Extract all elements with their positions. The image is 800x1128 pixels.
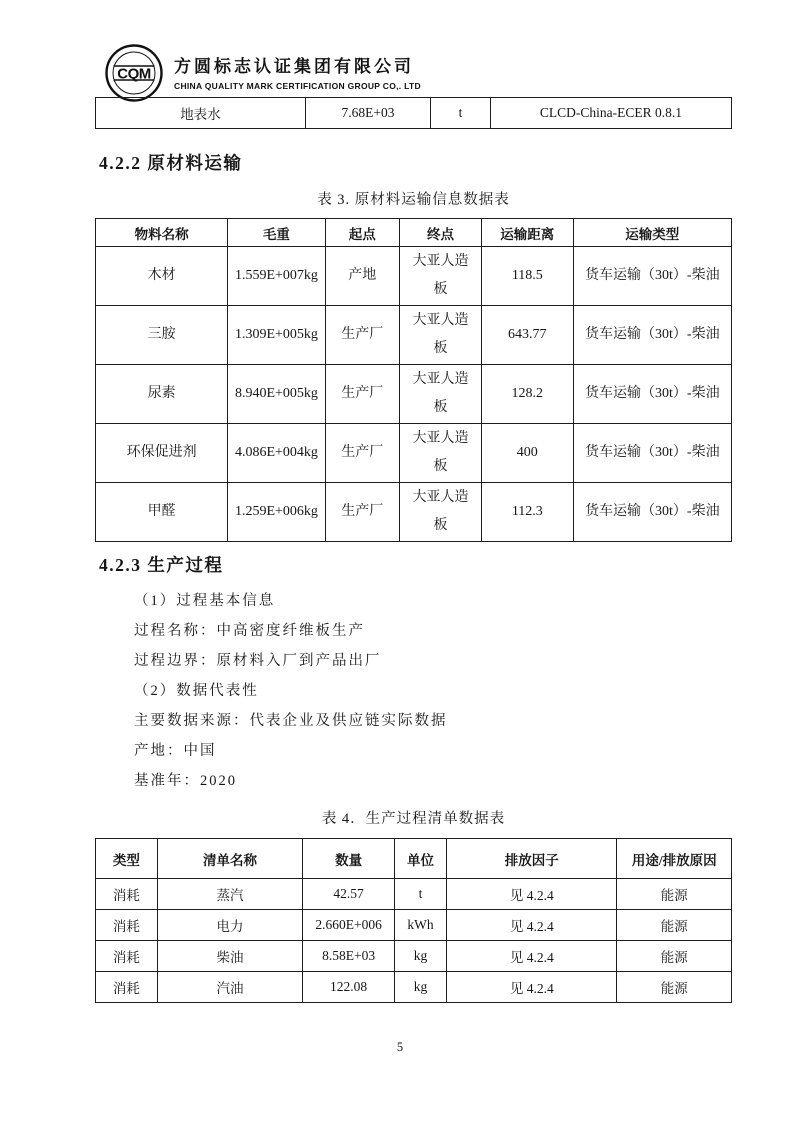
section-heading-423: 4.2.3 生产过程 [99,555,224,575]
table-row [96,483,732,542]
column-header: 清单名称 [157,839,303,879]
table-cell: 能源 [617,941,732,972]
table-cell: 生产厂 [325,424,399,483]
table-cell: 见 4.2.4 [447,941,617,972]
table-cell: 1.309E+005kg [228,306,325,365]
table-cell: 能源 [617,972,732,1003]
company-name-en: CHINA QUALITY MARK CERTIFICATION GROUP CO,. LTD [174,81,421,91]
table-cell: 643.77 [482,306,574,365]
table-cell: 环保促进剂 [96,424,228,483]
table3-title: 表 3. 原材料运输信息数据表 [317,192,510,208]
table-row [96,879,732,910]
table-cell: 甲醛 [96,483,228,542]
table-cell: 尿素 [96,365,228,424]
paragraph: （2）数据代表性 [134,683,259,699]
table-cell: t [431,98,491,129]
paragraph: 产地：中国 [134,743,217,759]
production-inventory-table [95,838,732,1003]
table-cell: 三胺 [96,306,228,365]
table-cell: 地表水 [96,98,306,129]
table-cell: 122.08 [303,972,395,1003]
table-row [96,424,732,483]
column-header: 运输距离 [482,219,574,247]
table-cell: 电力 [157,910,303,941]
company-name-block [174,52,421,91]
table-cell: 大亚人造板 [399,365,481,424]
table-cell: 112.3 [482,483,574,542]
cqm-logo [104,42,164,104]
table-cell: 7.68E+03 [305,98,430,129]
table-cell: 4.086E+004kg [228,424,325,483]
table-row [96,98,732,129]
table-cell: 生产厂 [325,365,399,424]
page-number: 5 [396,1040,404,1054]
company-name-cn: 方圆标志认证集团有限公司 [174,57,414,76]
table-cell: 大亚人造板 [399,247,481,306]
column-header: 类型 [96,839,158,879]
table-cell: 见 4.2.4 [447,972,617,1003]
table-cell: 木材 [96,247,228,306]
table-cell: 柴油 [157,941,303,972]
table-cell: 产地 [325,247,399,306]
table-cell: 能源 [617,910,732,941]
column-header: 单位 [394,839,446,879]
process-info-paragraphs [134,586,448,796]
column-header: 终点 [399,219,481,247]
table-cell: 货车运输（30t）-柴油 [573,306,731,365]
table-cell: 生产厂 [325,306,399,365]
table-cell: 货车运输（30t）-柴油 [573,424,731,483]
surface-water-carryover-table [95,97,732,129]
column-header: 数量 [303,839,395,879]
table-cell: 蒸汽 [157,879,303,910]
table-header-row [96,839,732,879]
table-cell: 汽油 [157,972,303,1003]
column-header: 物料名称 [96,219,228,247]
table-cell: 1.559E+007kg [228,247,325,306]
table-cell: 118.5 [482,247,574,306]
table-cell: 货车运输（30t）-柴油 [573,247,731,306]
table-cell: 消耗 [96,910,158,941]
paragraph: 主要数据来源：代表企业及供应链实际数据 [134,713,448,729]
table-cell: kg [394,941,446,972]
paragraph: 过程名称：中高密度纤维板生产 [134,623,365,639]
table-cell: 消耗 [96,879,158,910]
table-cell: 42.57 [303,879,395,910]
table-cell: 8.58E+03 [303,941,395,972]
table-cell: 大亚人造板 [399,424,481,483]
paragraph: 基准年：2020 [134,773,237,789]
paragraph: （1）过程基本信息 [134,593,276,609]
cqm-logo-text: CQM [117,65,151,83]
table-cell: 见 4.2.4 [447,879,617,910]
table-cell: 大亚人造板 [399,483,481,542]
table-row [96,972,732,1003]
table-cell: 见 4.2.4 [447,910,617,941]
table-cell: 消耗 [96,972,158,1003]
table-row [96,941,732,972]
table-cell: kg [394,972,446,1003]
table-cell: CLCD-China-ECER 0.8.1 [490,98,731,129]
table-row [96,306,732,365]
column-header: 用途/排放原因 [617,839,732,879]
table-header-row [96,219,732,247]
column-header: 毛重 [228,219,325,247]
table-row [96,910,732,941]
table-cell: kWh [394,910,446,941]
materials-transport-table [95,218,732,542]
table-cell: 1.259E+006kg [228,483,325,542]
table-cell: 货车运输（30t）-柴油 [573,365,731,424]
table-row [96,247,732,306]
table-row [96,365,732,424]
paragraph: 过程边界：原材料入厂到产品出厂 [134,653,382,669]
table-cell: 消耗 [96,941,158,972]
section-heading-422: 4.2.2 原材料运输 [99,153,243,173]
table-cell: 能源 [617,879,732,910]
column-header: 运输类型 [573,219,731,247]
table-cell: 大亚人造板 [399,306,481,365]
column-header: 起点 [325,219,399,247]
table-cell: 货车运输（30t）-柴油 [573,483,731,542]
table-cell: 生产厂 [325,483,399,542]
table-cell: t [394,879,446,910]
table-cell: 400 [482,424,574,483]
cqm-seal-icon [104,42,164,104]
table4-title: 表 4．生产过程清单数据表 [321,811,506,827]
table-cell: 2.660E+006 [303,910,395,941]
table-cell: 128.2 [482,365,574,424]
table-cell: 8.940E+005kg [228,365,325,424]
column-header: 排放因子 [447,839,617,879]
